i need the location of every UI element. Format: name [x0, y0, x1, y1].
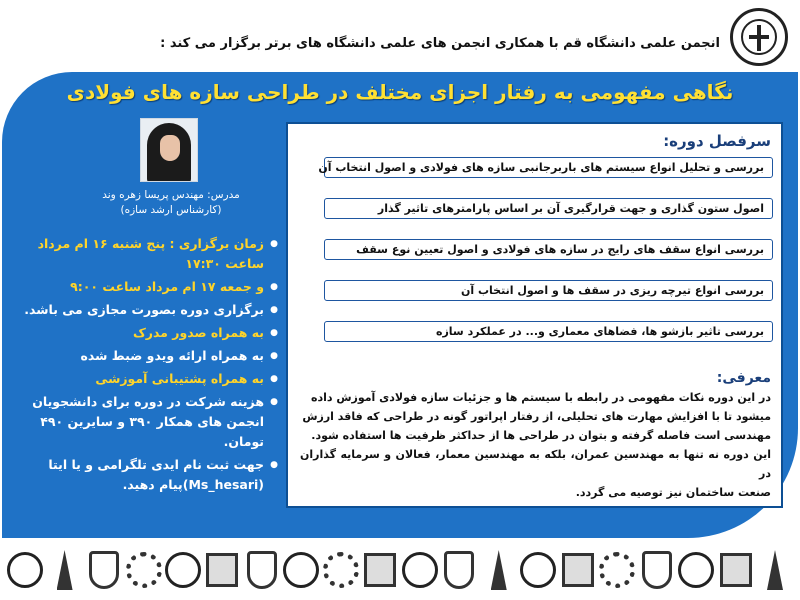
- square-logo-icon: [717, 549, 755, 591]
- schedule-text-2: ● و جمعه ۱۷ ام مرداد ساعت ۹:۰۰: [16, 277, 278, 297]
- circle-seal-icon: [519, 549, 557, 591]
- syllabus-item: اصول ستون گذاری و جهت قرارگیری آن بر اساس پارامترهای تاثیر گذار: [324, 198, 773, 219]
- tower-icon: [46, 549, 84, 591]
- gear-icon: [322, 549, 360, 591]
- shield-icon: [638, 549, 676, 591]
- intro-line: این دوره نه تنها به مهندسین عمران، بلکه به مهندسین معمار، فعالان و سرمایه گذاران در: [300, 448, 771, 480]
- virtual-note: ● برگزاری دوره بصورت مجازی می باشد.: [16, 300, 278, 320]
- circle-seal-icon: [282, 549, 320, 591]
- gear-icon: [598, 549, 636, 591]
- schedule-text: ● زمان برگزاری : پنج شنبه ۱۶ ام مرداد ساعت ۱۷:۳۰: [16, 234, 278, 274]
- support-note: ● به همراه پشتیبانی آموزشی: [16, 369, 278, 389]
- header-title: انجمن علمی دانشگاه قم با همکاری انجمن های علمی دانشگاه های برتر برگزار می کند :: [160, 36, 720, 51]
- teacher-info: [86, 188, 256, 218]
- tower-icon: [480, 549, 518, 591]
- syllabus-item: بررسی تاثیر بازشو ها، فضاهای معماری و... در عملکرد سازه: [324, 321, 773, 342]
- teacher-photo: [140, 118, 198, 182]
- intro-header: معرفی:: [716, 370, 771, 386]
- shield-icon: [243, 549, 281, 591]
- circle-seal-icon: [164, 549, 202, 591]
- course-title: نگاهی مفهومی به رفتار اجزای مختلف در طراحی سازه های فولادی: [66, 80, 734, 104]
- university-seal-icon: [6, 549, 44, 591]
- intro-line: در این دوره نکات مفهومی در رابطه با سیستم ها و جزئیات سازه فولادی آموزش داده: [310, 391, 771, 404]
- video-note: ● به همراه ارائه ویدو ضبط شده: [16, 346, 278, 366]
- organization-logo-icon: [730, 8, 788, 66]
- partner-logos: [6, 544, 794, 596]
- content-box: [286, 122, 783, 508]
- teacher-name: مدرس: مهندس پریسا زهره وند: [102, 189, 240, 201]
- circle-seal-icon: [401, 549, 439, 591]
- register-note: ● جهت ثبت نام ایدی تلگرامی و یا ایتا (Ms_hesari)پیام دهید.: [16, 455, 278, 495]
- square-logo-icon: [203, 549, 241, 591]
- syllabus-item: بررسی انواع تیرچه ریزی در سقف ها و اصول انتخاب آن: [324, 280, 773, 301]
- gear-icon: [125, 549, 163, 591]
- square-logo-icon: [361, 549, 399, 591]
- shield-icon: [440, 549, 478, 591]
- square-logo-icon: [559, 549, 597, 591]
- teacher-degree: (کارشناس ارشد سازه): [120, 204, 222, 216]
- syllabus-item: بررسی انواع سقف های رایج در سازه های فولادی و اصول تعیین نوع سقف: [324, 239, 773, 260]
- intro-text: [300, 388, 771, 502]
- course-info-list: [16, 234, 278, 498]
- shield-icon: [85, 549, 123, 591]
- intro-line: میشود تا با افزایش مهارت های تحلیلی، از رفتار اپراتور گونه در طراحی که فاقد ارزش: [302, 410, 771, 423]
- fee-note: ● هزینه شرکت در دوره برای دانشجویان انجمن های همکار ۳۹۰ و سایرین ۴۹۰ تومان.: [16, 392, 278, 452]
- syllabus-item: بررسی و تحلیل انواع سیستم های باربرجانبی سازه های فولادی و اصول انتخاب آن: [324, 157, 773, 178]
- circle-seal-icon: [677, 549, 715, 591]
- certificate-note: ● به همراه صدور مدرک: [16, 323, 278, 343]
- intro-line: مهندسی است فاصله گرفته و بتوان در طراحی ها از حداکثر ظرفیت ها استفاده شود.: [311, 429, 771, 442]
- tower-icon: [756, 549, 794, 591]
- intro-line: صنعت ساختمان نیز توصیه می گردد.: [575, 486, 771, 499]
- syllabus-header: سرفصل دوره:: [663, 132, 771, 150]
